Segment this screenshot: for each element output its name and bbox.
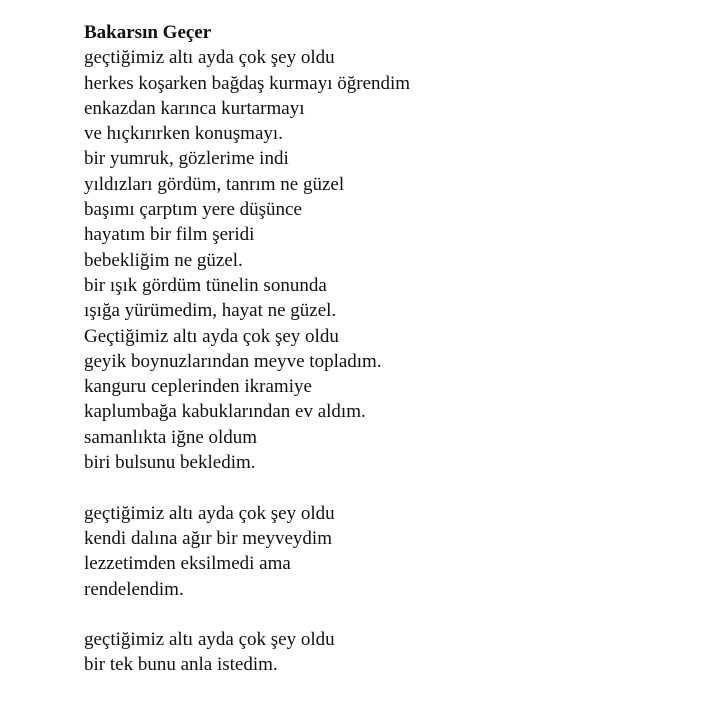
poem-line: enkazdan karınca kurtarmayı	[84, 97, 305, 119]
poem-line: başımı çarptım yere düşünce	[84, 199, 302, 221]
poem-line: geyik boynuzlarından meyve topladım.	[84, 350, 382, 372]
poem	[84, 20, 704, 678]
poem-line: geçtiğimiz altı ayda çok şey oldu	[84, 502, 335, 524]
poem-line: biri bulsunu bekledim.	[84, 452, 256, 474]
poem-line: bir ışık gördüm tünelin sonunda	[84, 274, 327, 296]
poem-line: bebekliğim ne güzel.	[84, 249, 243, 271]
poem-line: hayatım bir film şeridi	[84, 224, 255, 246]
poem-line: kanguru ceplerinden ikramiye	[84, 376, 312, 398]
poem-line: bir yumruk, gözlerime indi	[84, 148, 289, 170]
stanza-3	[84, 627, 704, 678]
poem-line: rendelendim.	[84, 578, 184, 600]
poem-line: yıldızları gördüm, tanrım ne güzel	[84, 173, 345, 195]
stanza-1	[84, 45, 704, 475]
poem-line: herkes koşarken bağdaş kurmayı öğrendim	[84, 72, 411, 94]
poem-line: kaplumbağa kabuklarından ev aldım.	[84, 401, 366, 423]
poem-line: geçtiğimiz altı ayda çok şey oldu	[84, 629, 335, 651]
poem-line: lezzetimden eksilmedi ama	[84, 553, 291, 575]
poem-line: ışığa yürümedim, hayat ne güzel.	[84, 300, 337, 322]
poem-line: geçtiğimiz altı ayda çok şey oldu	[84, 47, 335, 69]
poem-line: kendi dalına ağır bir meyveydim	[84, 527, 332, 549]
stanza-2	[84, 501, 704, 602]
poem-title: Bakarsın Geçer	[84, 22, 212, 43]
poem-line: ve hıçkırırken konuşmayı.	[84, 123, 283, 145]
poem-line: samanlıkta iğne oldum	[84, 426, 258, 448]
poem-line: Geçtiğimiz altı ayda çok şey oldu	[84, 325, 339, 347]
poem-line: bir tek bunu anla istedim.	[84, 654, 278, 676]
